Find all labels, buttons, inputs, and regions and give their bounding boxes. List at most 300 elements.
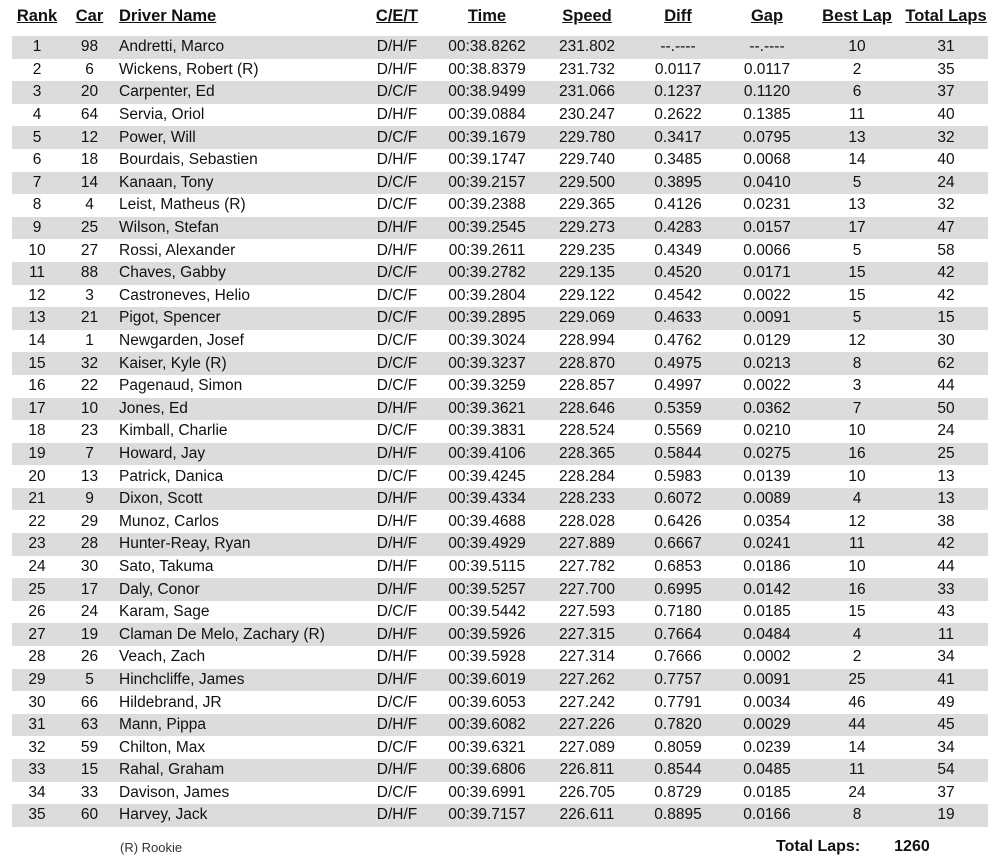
cell-best-lap: 13 bbox=[848, 196, 866, 214]
cell-gap: 0.0129 bbox=[743, 332, 791, 350]
cell-speed: 227.226 bbox=[542, 714, 632, 737]
cell-rank: 28 bbox=[28, 648, 46, 666]
cell-gap: 0.0213 bbox=[724, 352, 810, 375]
cell-rank: 8 bbox=[32, 196, 42, 214]
cell-gap: 0.0186 bbox=[743, 557, 791, 575]
cell-driver-name: Claman De Melo, Zachary (R) bbox=[117, 623, 362, 646]
cell-total-laps: 24 bbox=[904, 172, 988, 195]
cell-cet: D/C/F bbox=[376, 467, 418, 485]
cell-total-laps: 43 bbox=[937, 603, 955, 621]
cell-gap: 0.1385 bbox=[743, 106, 791, 124]
cell-car: 32 bbox=[62, 352, 117, 375]
cell-cet: D/H/F bbox=[362, 669, 432, 692]
cell-diff: 0.6072 bbox=[632, 488, 724, 511]
cell-best-lap: 11 bbox=[810, 759, 904, 782]
cell-cet: D/H/F bbox=[362, 578, 432, 601]
cell-best-lap: 44 bbox=[810, 714, 904, 737]
cell-diff: 0.4975 bbox=[632, 352, 724, 375]
cell-total-laps: 42 bbox=[904, 262, 988, 285]
cell-cet: D/C/F bbox=[362, 81, 432, 104]
cell-gap: 0.0091 bbox=[724, 307, 810, 330]
cell-time: 00:39.5926 bbox=[432, 623, 542, 646]
cell-car: 6 bbox=[85, 60, 94, 78]
cell-driver-name: Kimball, Charlie bbox=[119, 422, 228, 440]
table-row bbox=[12, 239, 988, 262]
cell-rank: 3 bbox=[12, 81, 62, 104]
cell-rank: 12 bbox=[28, 286, 46, 304]
cell-diff: 0.6426 bbox=[654, 512, 702, 530]
cell-speed: 229.740 bbox=[558, 151, 616, 169]
cell-diff: 0.7820 bbox=[632, 714, 724, 737]
cell-speed: 227.315 bbox=[542, 623, 632, 646]
cell-gap: 0.1120 bbox=[724, 81, 810, 104]
cell-speed: 229.135 bbox=[542, 262, 632, 285]
cell-gap: 0.0171 bbox=[724, 262, 810, 285]
cell-car: 59 bbox=[80, 738, 99, 756]
cell-cet: D/C/F bbox=[376, 286, 418, 304]
table-row bbox=[12, 601, 988, 624]
cell-cet: D/H/F bbox=[376, 512, 418, 530]
cell-cet: D/C/F bbox=[362, 126, 432, 149]
cell-car: 88 bbox=[62, 262, 117, 285]
cell-cet: D/C/F bbox=[362, 307, 432, 330]
cell-best-lap: 15 bbox=[810, 262, 904, 285]
header-rank: Rank bbox=[16, 6, 58, 25]
cell-best-lap: 46 bbox=[848, 693, 866, 711]
cell-driver-name: Dixon, Scott bbox=[117, 488, 362, 511]
cell-diff: 0.5844 bbox=[632, 443, 724, 466]
cell-car: 3 bbox=[85, 286, 94, 304]
cell-total-laps: 37 bbox=[937, 783, 955, 801]
cell-best-lap: 5 bbox=[810, 307, 904, 330]
cell-driver-name: Rahal, Graham bbox=[117, 759, 362, 782]
cell-cet: D/C/F bbox=[376, 738, 418, 756]
cell-speed: 228.524 bbox=[558, 422, 616, 440]
cell-car: 24 bbox=[80, 603, 99, 621]
cell-gap: 0.0275 bbox=[724, 443, 810, 466]
cell-gap: 0.0362 bbox=[724, 398, 810, 421]
cell-rank: 4 bbox=[32, 106, 42, 124]
cell-gap: 0.0485 bbox=[724, 759, 810, 782]
cell-diff: 0.4633 bbox=[632, 307, 724, 330]
cell-cet: D/C/F bbox=[376, 603, 418, 621]
cell-rank: 27 bbox=[12, 623, 62, 646]
cell-rank: 5 bbox=[12, 126, 62, 149]
cell-time: 00:39.5442 bbox=[448, 603, 526, 621]
cell-time: 00:39.6019 bbox=[432, 669, 542, 692]
table-row bbox=[12, 307, 988, 330]
cell-cet: D/H/F bbox=[362, 623, 432, 646]
cell-cet: D/H/F bbox=[376, 648, 418, 666]
cell-diff: 0.4997 bbox=[654, 377, 702, 395]
cell-speed: 228.646 bbox=[542, 398, 632, 421]
cell-cet: D/H/F bbox=[376, 106, 418, 124]
cell-rank: 10 bbox=[28, 241, 46, 259]
cell-gap: 0.0022 bbox=[743, 377, 791, 395]
cell-total-laps: 58 bbox=[937, 241, 955, 259]
table-row bbox=[12, 262, 988, 285]
cell-speed: 227.782 bbox=[558, 557, 616, 575]
cell-car: 30 bbox=[80, 557, 99, 575]
cell-driver-name: Kaiser, Kyle (R) bbox=[117, 352, 362, 375]
cell-time: 00:38.8379 bbox=[448, 60, 526, 78]
cell-gap: --.---- bbox=[724, 36, 810, 59]
cell-diff: 0.1237 bbox=[632, 81, 724, 104]
table-row bbox=[12, 36, 988, 59]
cell-total-laps: 54 bbox=[904, 759, 988, 782]
cell-time: 00:39.2895 bbox=[432, 307, 542, 330]
header-diff: Diff bbox=[664, 6, 692, 25]
cell-car: 63 bbox=[62, 714, 117, 737]
cell-gap: 0.0239 bbox=[743, 738, 791, 756]
cell-rank: 35 bbox=[12, 804, 62, 827]
cell-total-laps: 50 bbox=[904, 398, 988, 421]
table-row bbox=[12, 510, 988, 533]
table-row bbox=[12, 623, 988, 646]
cell-best-lap: 2 bbox=[852, 60, 862, 78]
cell-gap: 0.0795 bbox=[724, 126, 810, 149]
cell-cet: D/H/F bbox=[362, 36, 432, 59]
table-row bbox=[12, 759, 988, 782]
cell-car: 5 bbox=[62, 669, 117, 692]
cell-rank: 23 bbox=[12, 533, 62, 556]
cell-rank: 16 bbox=[28, 377, 46, 395]
table-row bbox=[12, 149, 988, 172]
cell-rank: 17 bbox=[12, 398, 62, 421]
cell-driver-name: Harvey, Jack bbox=[117, 804, 362, 827]
cell-best-lap: 15 bbox=[848, 603, 866, 621]
table-row bbox=[12, 126, 988, 149]
cell-speed: 229.500 bbox=[542, 172, 632, 195]
header-car: Car bbox=[75, 6, 104, 25]
cell-best-lap: 14 bbox=[848, 151, 866, 169]
cell-best-lap: 2 bbox=[852, 648, 862, 666]
cell-car: 64 bbox=[80, 106, 99, 124]
cell-total-laps: 47 bbox=[904, 217, 988, 240]
cell-best-lap: 11 bbox=[848, 106, 866, 124]
cell-cet: D/H/F bbox=[362, 488, 432, 511]
cell-speed: 228.870 bbox=[542, 352, 632, 375]
cell-rank: 30 bbox=[28, 693, 46, 711]
cell-total-laps: 32 bbox=[904, 126, 988, 149]
cell-time: 00:39.3259 bbox=[448, 377, 526, 395]
cell-gap: 0.0354 bbox=[743, 512, 791, 530]
cell-time: 00:39.3831 bbox=[448, 422, 526, 440]
cell-driver-name: Bourdais, Sebastien bbox=[119, 151, 258, 169]
header-best-lap: Best Lap bbox=[822, 6, 892, 25]
cell-time: 00:39.6082 bbox=[432, 714, 542, 737]
cell-rank: 22 bbox=[28, 512, 46, 530]
practice-results-table bbox=[12, 2, 988, 827]
cell-total-laps: 25 bbox=[904, 443, 988, 466]
table-row bbox=[12, 691, 988, 714]
cell-driver-name: Power, Will bbox=[117, 126, 362, 149]
cell-total-laps: 40 bbox=[937, 151, 955, 169]
cell-best-lap: 8 bbox=[810, 804, 904, 827]
cell-driver-name: Daly, Conor bbox=[117, 578, 362, 601]
cell-speed: 229.780 bbox=[542, 126, 632, 149]
table-row bbox=[12, 81, 988, 104]
cell-gap: 0.0034 bbox=[743, 693, 791, 711]
cell-speed: 229.235 bbox=[558, 241, 616, 259]
table-row bbox=[12, 782, 988, 805]
header-cet: C/E/T bbox=[375, 6, 419, 25]
table-row bbox=[12, 736, 988, 759]
cell-total-laps: 40 bbox=[937, 106, 955, 124]
cell-total-laps: 13 bbox=[904, 488, 988, 511]
cell-driver-name: Mann, Pippa bbox=[117, 714, 362, 737]
cell-gap: 0.0022 bbox=[743, 286, 791, 304]
cell-cet: D/C/F bbox=[362, 172, 432, 195]
cell-best-lap: 15 bbox=[848, 286, 866, 304]
cell-driver-name: Jones, Ed bbox=[117, 398, 362, 421]
cell-speed: 226.611 bbox=[542, 804, 632, 827]
table-row bbox=[12, 194, 988, 217]
cell-total-laps: 31 bbox=[904, 36, 988, 59]
table-row bbox=[12, 375, 988, 398]
cell-driver-name: Servia, Oriol bbox=[119, 106, 205, 124]
table-row bbox=[12, 104, 988, 127]
cell-driver-name: Castroneves, Helio bbox=[119, 286, 250, 304]
cell-gap: 0.0142 bbox=[724, 578, 810, 601]
cell-cet: D/H/F bbox=[362, 759, 432, 782]
cell-cet: D/H/F bbox=[376, 241, 418, 259]
table-header bbox=[12, 2, 988, 36]
cell-total-laps: 11 bbox=[904, 623, 988, 646]
cell-gap: 0.0068 bbox=[743, 151, 791, 169]
cell-driver-name: Pagenaud, Simon bbox=[119, 377, 243, 395]
cell-time: 00:38.9499 bbox=[432, 81, 542, 104]
cell-car: 98 bbox=[62, 36, 117, 59]
cell-speed: 230.247 bbox=[558, 106, 616, 124]
header-speed: Speed bbox=[562, 6, 612, 25]
cell-diff: 0.7791 bbox=[654, 693, 702, 711]
cell-best-lap: 13 bbox=[810, 126, 904, 149]
total-laps-summary bbox=[776, 838, 930, 856]
cell-total-laps: 13 bbox=[937, 467, 955, 485]
cell-total-laps: 37 bbox=[904, 81, 988, 104]
cell-rank: 20 bbox=[28, 467, 46, 485]
cell-rank: 7 bbox=[12, 172, 62, 195]
table-row bbox=[12, 398, 988, 421]
cell-total-laps: 15 bbox=[904, 307, 988, 330]
cell-time: 00:38.8262 bbox=[432, 36, 542, 59]
cell-diff: 0.7664 bbox=[632, 623, 724, 646]
cell-car: 28 bbox=[62, 533, 117, 556]
cell-time: 00:39.6991 bbox=[448, 783, 526, 801]
cell-best-lap: 10 bbox=[848, 557, 866, 575]
cell-time: 00:39.2782 bbox=[432, 262, 542, 285]
cell-diff: 0.8059 bbox=[654, 738, 702, 756]
cell-cet: D/C/F bbox=[376, 377, 418, 395]
cell-cet: D/H/F bbox=[362, 443, 432, 466]
cell-rank: 19 bbox=[12, 443, 62, 466]
cell-best-lap: 10 bbox=[848, 467, 866, 485]
cell-time: 00:39.4688 bbox=[448, 512, 526, 530]
cell-time: 00:39.5257 bbox=[432, 578, 542, 601]
cell-rank: 25 bbox=[12, 578, 62, 601]
cell-time: 00:39.4929 bbox=[432, 533, 542, 556]
cell-speed: 228.365 bbox=[542, 443, 632, 466]
cell-car: 33 bbox=[80, 783, 99, 801]
cell-driver-name: Chilton, Max bbox=[119, 738, 206, 756]
cell-diff: 0.5359 bbox=[632, 398, 724, 421]
cell-speed: 228.284 bbox=[558, 467, 616, 485]
cell-cet: D/H/F bbox=[376, 60, 418, 78]
cell-cet: D/H/F bbox=[362, 714, 432, 737]
cell-time: 00:39.3024 bbox=[448, 332, 526, 350]
cell-driver-name: Leist, Matheus (R) bbox=[119, 196, 246, 214]
cell-gap: 0.0210 bbox=[743, 422, 791, 440]
cell-cet: D/H/F bbox=[362, 804, 432, 827]
table-row bbox=[12, 533, 988, 556]
cell-rank: 24 bbox=[28, 557, 46, 575]
cell-cet: D/C/F bbox=[376, 783, 418, 801]
cell-best-lap: 5 bbox=[810, 172, 904, 195]
cell-diff: 0.4126 bbox=[654, 196, 702, 214]
cell-rank: 32 bbox=[28, 738, 46, 756]
cell-cet: D/C/F bbox=[362, 352, 432, 375]
cell-rank: 31 bbox=[12, 714, 62, 737]
cell-gap: 0.0091 bbox=[724, 669, 810, 692]
cell-best-lap: 10 bbox=[848, 422, 866, 440]
cell-car: 27 bbox=[80, 241, 99, 259]
cell-car: 26 bbox=[80, 648, 99, 666]
cell-cet: D/H/F bbox=[362, 533, 432, 556]
cell-speed: 226.811 bbox=[542, 759, 632, 782]
cell-diff: 0.4349 bbox=[654, 241, 702, 259]
cell-diff: 0.2622 bbox=[654, 106, 702, 124]
cell-time: 00:39.4245 bbox=[448, 467, 526, 485]
cell-best-lap: 6 bbox=[810, 81, 904, 104]
cell-cet: D/H/F bbox=[376, 151, 418, 169]
cell-gap: 0.0231 bbox=[743, 196, 791, 214]
cell-total-laps: 49 bbox=[937, 693, 955, 711]
cell-total-laps: 34 bbox=[937, 648, 955, 666]
cell-diff: 0.4520 bbox=[632, 262, 724, 285]
table-row bbox=[12, 578, 988, 601]
cell-driver-name: Andretti, Marco bbox=[117, 36, 362, 59]
cell-total-laps: 34 bbox=[937, 738, 955, 756]
cell-rank: 15 bbox=[12, 352, 62, 375]
cell-speed: 228.028 bbox=[558, 512, 616, 530]
cell-best-lap: 3 bbox=[852, 377, 862, 395]
header-time: Time bbox=[467, 6, 507, 25]
table-row bbox=[12, 488, 988, 511]
cell-car: 23 bbox=[80, 422, 99, 440]
cell-car: 21 bbox=[62, 307, 117, 330]
cell-speed: 226.705 bbox=[558, 783, 616, 801]
cell-diff: 0.8895 bbox=[632, 804, 724, 827]
cell-rank: 21 bbox=[12, 488, 62, 511]
cell-time: 00:39.4106 bbox=[432, 443, 542, 466]
cell-best-lap: 14 bbox=[848, 738, 866, 756]
cell-cet: D/H/F bbox=[362, 217, 432, 240]
table-row bbox=[12, 172, 988, 195]
table-row bbox=[12, 59, 988, 82]
cell-rank: 2 bbox=[32, 60, 42, 78]
cell-rank: 18 bbox=[28, 422, 46, 440]
cell-gap: 0.0484 bbox=[724, 623, 810, 646]
cell-time: 00:39.2388 bbox=[448, 196, 526, 214]
cell-best-lap: 11 bbox=[810, 533, 904, 556]
cell-driver-name: Karam, Sage bbox=[119, 603, 210, 621]
cell-time: 00:39.3237 bbox=[432, 352, 542, 375]
table-row bbox=[12, 217, 988, 240]
cell-speed: 231.802 bbox=[542, 36, 632, 59]
cell-car: 20 bbox=[62, 81, 117, 104]
table-row bbox=[12, 330, 988, 353]
cell-speed: 229.122 bbox=[558, 286, 616, 304]
cell-cet: D/C/F bbox=[376, 422, 418, 440]
cell-gap: 0.0157 bbox=[724, 217, 810, 240]
cell-speed: 228.857 bbox=[558, 377, 616, 395]
cell-best-lap: 12 bbox=[848, 332, 866, 350]
table-row bbox=[12, 443, 988, 466]
cell-speed: 227.889 bbox=[542, 533, 632, 556]
cell-car: 17 bbox=[62, 578, 117, 601]
cell-cet: D/H/F bbox=[362, 398, 432, 421]
table-row bbox=[12, 804, 988, 827]
cell-gap: 0.0139 bbox=[743, 467, 791, 485]
table-row bbox=[12, 714, 988, 737]
cell-rank: 33 bbox=[12, 759, 62, 782]
cell-diff: 0.7757 bbox=[632, 669, 724, 692]
total-laps-label: Total Laps: bbox=[776, 838, 861, 855]
cell-best-lap: 16 bbox=[810, 443, 904, 466]
cell-cet: D/C/F bbox=[376, 332, 418, 350]
cell-car: 14 bbox=[62, 172, 117, 195]
cell-driver-name: Chaves, Gabby bbox=[117, 262, 362, 285]
cell-total-laps: 42 bbox=[937, 286, 955, 304]
cell-gap: 0.0002 bbox=[743, 648, 791, 666]
cell-driver-name: Howard, Jay bbox=[117, 443, 362, 466]
cell-speed: 227.700 bbox=[542, 578, 632, 601]
cell-diff: 0.3417 bbox=[632, 126, 724, 149]
cell-best-lap: 5 bbox=[852, 241, 862, 259]
cell-time: 00:39.1679 bbox=[432, 126, 542, 149]
cell-speed: 227.242 bbox=[558, 693, 616, 711]
cell-speed: 231.732 bbox=[558, 60, 616, 78]
cell-total-laps: 44 bbox=[937, 377, 955, 395]
cell-total-laps: 38 bbox=[937, 512, 955, 530]
cell-car: 60 bbox=[62, 804, 117, 827]
cell-best-lap: 4 bbox=[810, 623, 904, 646]
header-driver-name: Driver Name bbox=[119, 6, 217, 25]
cell-gap: 0.0117 bbox=[743, 60, 791, 78]
cell-diff: 0.6853 bbox=[654, 557, 702, 575]
cell-best-lap: 25 bbox=[810, 669, 904, 692]
cell-time: 00:39.2157 bbox=[432, 172, 542, 195]
cell-speed: 229.365 bbox=[558, 196, 616, 214]
cell-cet: D/C/F bbox=[376, 196, 418, 214]
cell-driver-name: Wilson, Stefan bbox=[117, 217, 362, 240]
cell-rank: 34 bbox=[28, 783, 46, 801]
cell-time: 00:39.6806 bbox=[432, 759, 542, 782]
cell-speed: 227.089 bbox=[558, 738, 616, 756]
cell-total-laps: 42 bbox=[904, 533, 988, 556]
cell-driver-name: Wickens, Robert (R) bbox=[119, 60, 259, 78]
cell-diff: 0.5569 bbox=[654, 422, 702, 440]
cell-time: 00:39.2804 bbox=[448, 286, 526, 304]
cell-driver-name: Rossi, Alexander bbox=[119, 241, 236, 259]
cell-diff: 0.8729 bbox=[654, 783, 702, 801]
cell-driver-name: Hinchcliffe, James bbox=[117, 669, 362, 692]
cell-rank: 1 bbox=[12, 36, 62, 59]
cell-car: 1 bbox=[85, 332, 94, 350]
cell-diff: 0.7666 bbox=[654, 648, 702, 666]
cell-cet: D/H/F bbox=[376, 557, 418, 575]
